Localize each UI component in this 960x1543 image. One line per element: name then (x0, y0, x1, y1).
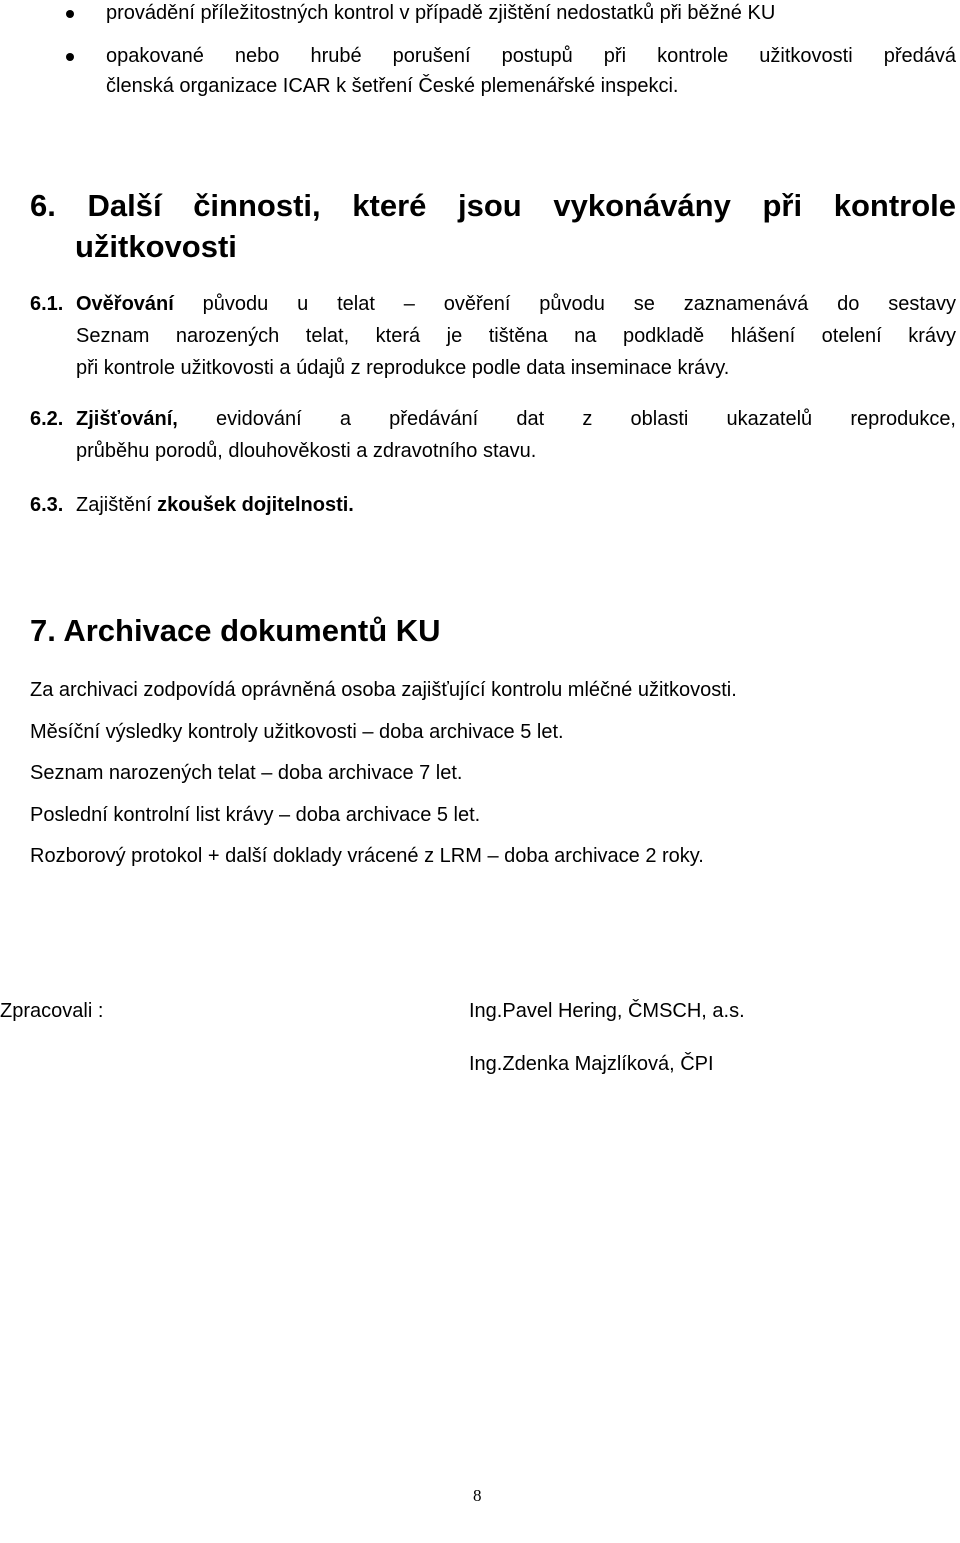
archive-line: Měsíční výsledky kontroly užitkovosti – doba archivace 5 let. (30, 721, 564, 743)
item-body (76, 403, 956, 467)
item-text: Zajištění (76, 494, 158, 516)
item-number: 6.1. (30, 293, 64, 315)
bullet-marker-icon (66, 53, 74, 61)
bullet-text: členská organizace ICAR k šetření České plemenářské inspekci. (106, 75, 679, 97)
author-name: Ing.Pavel Hering, ČMSCH, a.s. (469, 1000, 745, 1022)
bullet-text: provádění příležitostných kontrol v případě zjištění nedostatků při běžné KU (106, 2, 776, 24)
bullet-text: opakované nebo hrubé porušení postupů při kontrole užitkovosti předává (106, 45, 956, 67)
signature-label: Zpracovali : (0, 1000, 104, 1022)
item-line (76, 403, 956, 435)
item-line: při kontrole užitkovosti a údajů z reprodukce podle data inseminace krávy. (76, 357, 730, 379)
author-name: Ing.Zdenka Majzlíková, ČPI (469, 1053, 714, 1075)
item-line: Seznam narozených telat, která je tištěna na podkladě hlášení otelení krávy (76, 325, 956, 347)
item-number: 6.3. (30, 494, 64, 516)
item-line (76, 288, 956, 320)
heading-line: užitkovosti (75, 229, 237, 264)
item-line: průběhu porodů, dlouhověkosti a zdravotního stavu. (76, 440, 537, 462)
bold-lead: Ověřování (76, 293, 174, 315)
archive-line: Seznam narozených telat – doba archivace 7 let. (30, 762, 463, 784)
bold-text: zkoušek dojitelnosti. (157, 494, 354, 516)
item-number: 6.2. (30, 408, 64, 430)
bullet-marker-icon (66, 10, 74, 18)
section-7-heading: 7. Archivace dokumentů KU (30, 613, 441, 648)
archive-line: Za archivaci zodpovídá oprávněná osoba zajišťující kontrolu mléčné užitkovosti. (30, 679, 737, 701)
heading-line: 6. Další činnosti, které jsou vykonávány při kontrole (30, 188, 956, 223)
line-rest: původu u telat – ověření původu se zaznamenává do sestavy (173, 293, 956, 315)
page-number: 8 (473, 1486, 482, 1505)
line-rest: evidování a předávání dat z oblasti ukazatelů reprodukce, (177, 408, 956, 430)
bullet-item (106, 43, 956, 103)
bullet-item (106, 0, 956, 26)
item-body (76, 489, 354, 521)
bold-lead: Zjišťování, (76, 408, 178, 430)
item-body (76, 288, 956, 384)
archive-line: Poslední kontrolní list krávy – doba archivace 5 let. (30, 804, 481, 826)
archive-line: Rozborový protokol + další doklady vrácené z LRM – doba archivace 2 roky. (30, 845, 704, 867)
